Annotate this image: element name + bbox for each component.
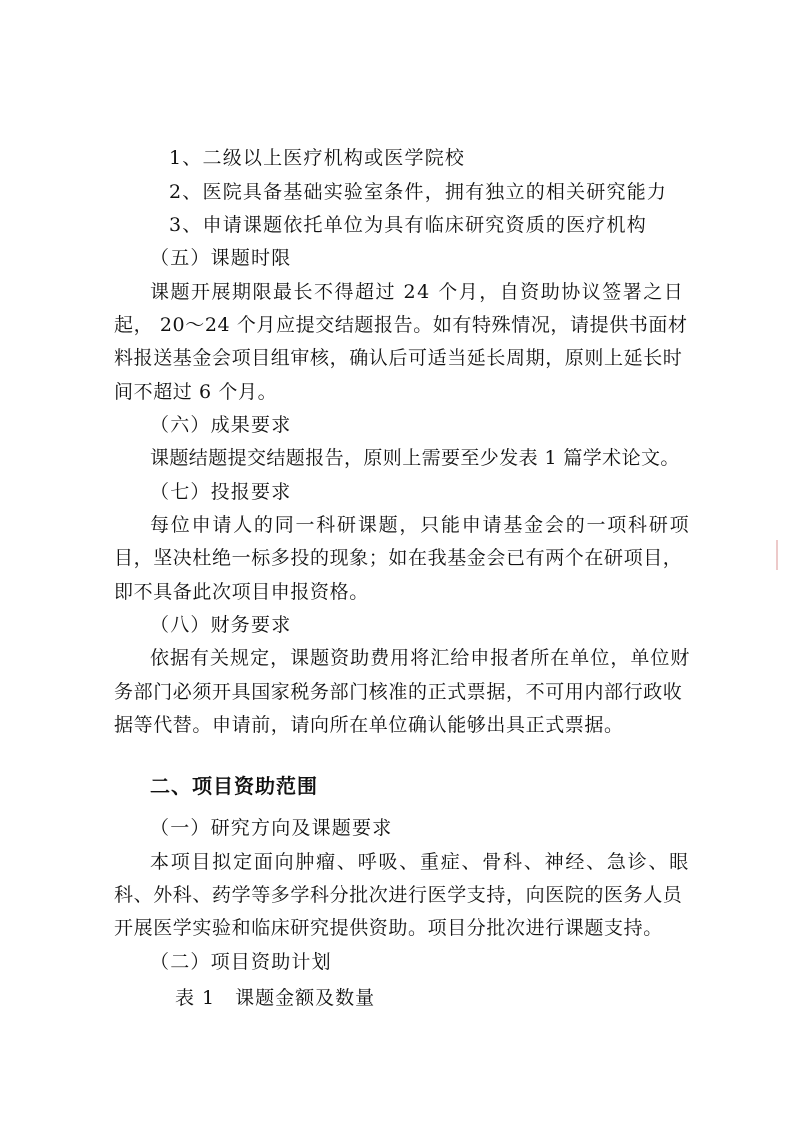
section-5-line-1: 课题开展期限最长不得超过 24 个月，自资助协议签署之日	[150, 281, 685, 303]
subsection-2-title: （二）项目资助计划	[150, 951, 332, 973]
section-5-line-4: 间不超过 6 个月。	[114, 381, 278, 403]
section-5-title: （五）课题时限	[150, 247, 292, 269]
section-7-title: （七）投报要求	[150, 481, 292, 503]
section-7-line-1: 每位申请人的同一科研课题，只能申请基金会的一项科研项	[150, 514, 691, 536]
section-8-line-2: 务部门必须开具国家税务部门核准的正式票据，不可用内部行政收	[114, 681, 683, 703]
section-5-line-2: 起， 20～24 个月应提交结题报告。如有特殊情况，请提供书面材	[114, 314, 688, 336]
section-5-line-3: 料报送基金会项目组审核，确认后可适当延长周期，原则上延长时	[114, 347, 683, 369]
subsection-1-title: （一）研究方向及课题要求	[150, 817, 393, 839]
subsection-1-line-1: 本项目拟定面向肿瘤、呼吸、重症、骨科、神经、急诊、眼	[150, 851, 691, 873]
section-8-line-1: 依据有关规定，课题资助费用将汇给申报者所在单位，单位财	[150, 647, 691, 669]
section-7-line-3: 即不具备此次项目申报资格。	[114, 581, 369, 603]
subsection-1-line-2: 科、外科、药学等多学科分批次进行医学支持，向医院的医务人员	[114, 884, 683, 906]
table-caption: 表 1 课题金额及数量	[175, 987, 376, 1009]
section-heading-2: 二、项目资助范围	[150, 774, 318, 798]
section-7-line-2: 目，坚决杜绝一标多投的现象；如在我基金会已有两个在研项目，	[114, 547, 683, 569]
section-8-title: （八）财务要求	[150, 614, 292, 636]
scan-mark	[776, 540, 778, 570]
paragraph-item-1: 1、二级以上医疗机构或医学院校	[169, 147, 466, 169]
subsection-1-line-3: 开展医学实验和临床研究提供资助。项目分批次进行课题支持。	[114, 917, 663, 939]
section-8-line-3: 据等代替。申请前，请向所在单位确认能够出具正式票据。	[114, 714, 624, 736]
section-6-title: （六）成果要求	[150, 414, 292, 436]
paragraph-item-2: 2、医院具备基础实验室条件，拥有独立的相关研究能力	[169, 181, 668, 203]
section-6-line-1: 课题结题提交结题报告，原则上需要至少发表 1 篇学术论文。	[150, 447, 680, 469]
paragraph-item-3: 3、申请课题依托单位为具有临床研究资质的医疗机构	[169, 214, 647, 236]
